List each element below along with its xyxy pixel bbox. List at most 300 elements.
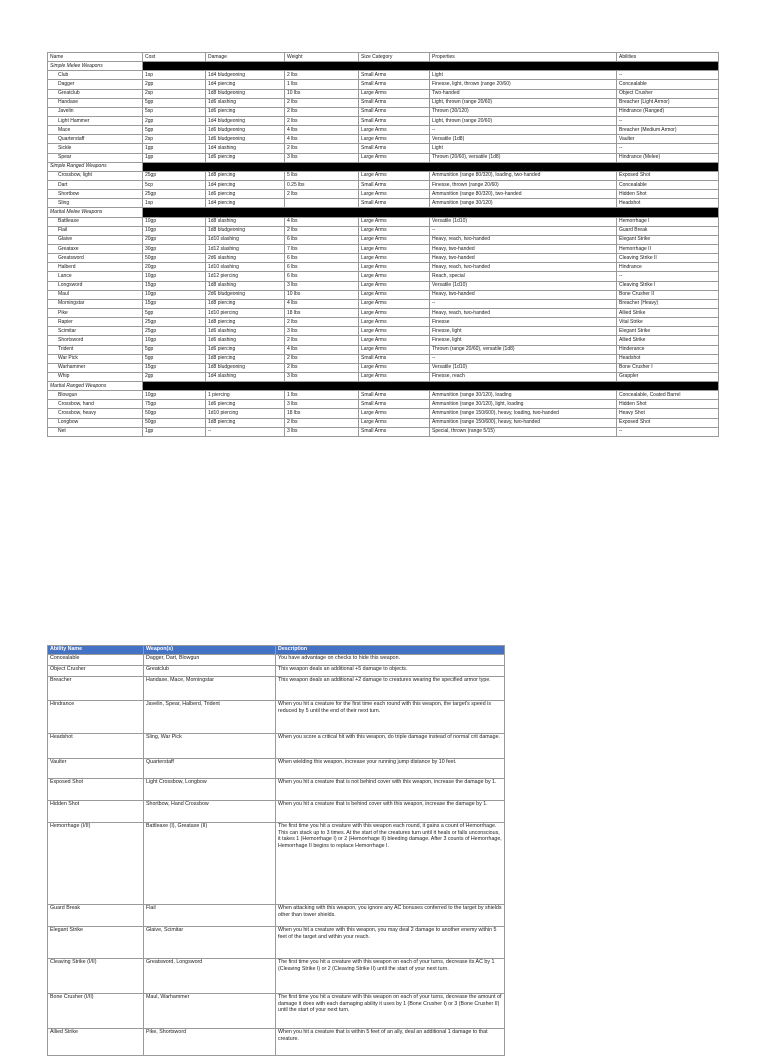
weapon-cell: Small Arms [359,71,430,80]
weapon-cell: 5gp [143,98,206,107]
weapon-cell: 1gp [143,153,206,162]
weapon-group-title: Simple Melee Weapons [48,62,143,71]
weapon-cell: Whip [48,372,143,381]
weapon-cell: 4 lbs [285,135,359,144]
weapon-cell: Small Arms [359,98,430,107]
weapon-cell [285,199,359,208]
weapon-cell: Hindrance (Melee) [617,153,719,162]
weapon-cell: Large Arms [359,126,430,135]
weapon-cell: 3 lbs [285,400,359,409]
ability-cell: When you hit a creature for the first time each round with this weapon, the target's speed is reduced by 5 until the end of their next turn. [276,701,505,734]
weapon-cell: Large Arms [359,190,430,199]
weapon-cell: Large Arms [359,281,430,290]
weapon-cell: Finesse, reach [430,372,617,381]
weapon-cell: -- [617,272,719,281]
weapon-cell: 1d4 piercing [206,199,285,208]
weapon-cell: 10gp [143,391,206,400]
weapon-cell: 1gp [143,144,206,153]
weapon-cell: 3 lbs [285,427,359,436]
ability-row [48,759,505,779]
weapon-row [48,126,719,135]
weapon-cell: 1d6 piercing [206,153,285,162]
ability-row [48,927,505,959]
ability-row [48,734,505,759]
weapon-cell: Light, thrown (range 20/60) [430,116,617,125]
weapon-cell: 18 lbs [285,409,359,418]
weapon-cell: Longsword [48,281,143,290]
weapon-cell: 18 lbs [285,308,359,317]
weapon-cell: Club [48,71,143,80]
weapon-cell: 1d4 bludgeoning [206,71,285,80]
weapon-cell: 1d8 piercing [206,354,285,363]
weapon-row [48,89,719,98]
weapon-cell: 6 lbs [285,254,359,263]
ability-cell: Flail [144,905,276,927]
ability-cell: Maul, Warhammer [144,994,276,1029]
weapon-cell: Hemorrhage I [617,217,719,226]
weapon-cell: 1d10 slashing [206,235,285,244]
weapon-cell: Large Arms [359,327,430,336]
weapon-cell: 2 lbs [285,363,359,372]
weapon-cell: Headshot [617,199,719,208]
weapon-cell: Sickle [48,144,143,153]
abilities-header-cell: Description [276,646,505,655]
weapon-cell: Large Arms [359,244,430,253]
weapon-cell: Large Arms [359,363,430,372]
weapon-cell: Small Arms [359,199,430,208]
weapon-cell: 1d6 bludgeoning [206,135,285,144]
weapon-cell: Flail [48,226,143,235]
weapon-cell: Halberd [48,263,143,272]
weapon-cell: Guard Break [617,226,719,235]
weapon-cell: 75gp [143,400,206,409]
weapon-row [48,235,719,244]
ability-row [48,994,505,1029]
ability-cell: Elegant Strike [48,927,144,959]
ability-row [48,905,505,927]
weapon-cell: Large Arms [359,272,430,281]
weapon-cell: Hemorrhage II [617,244,719,253]
weapon-cell: 2sp [143,135,206,144]
weapon-cell: Ammunition (range 30/120), light, loading [430,400,617,409]
weapon-cell: Small Arms [359,80,430,89]
ability-cell: Concealable [48,655,144,666]
weapon-cell: -- [206,427,285,436]
weapon-cell: 2gp [143,116,206,125]
weapon-cell: Exposed Shot [617,418,719,427]
weapons-header-cell: Name [48,53,143,62]
weapon-cell: Maul [48,290,143,299]
weapon-cell: 4 lbs [285,299,359,308]
weapon-cell: Cleaving Strike II [617,254,719,263]
weapon-row [48,199,719,208]
weapon-row [48,80,719,89]
weapon-row [48,327,719,336]
weapon-row [48,98,719,107]
weapon-cell: Versatile (1d10) [430,217,617,226]
ability-cell: Pike, Shortsword [144,1029,276,1056]
weapon-cell: 25gp [143,171,206,180]
weapon-cell: 10 lbs [285,290,359,299]
weapon-cell: 2 lbs [285,116,359,125]
weapon-cell: 5gp [143,354,206,363]
weapon-cell: Pike [48,308,143,317]
weapon-row [48,400,719,409]
weapon-row [48,180,719,189]
weapon-cell: Hidden Shot [617,400,719,409]
weapon-cell: 1d8 piercing [206,171,285,180]
ability-cell: Breacher [48,677,144,701]
weapon-row [48,372,719,381]
weapon-cell: 2d6 slashing [206,254,285,263]
weapon-cell: 1d8 bludgeoning [206,226,285,235]
weapon-cell: Longbow [48,418,143,427]
weapon-cell: Special, thrown (range 5/15) [430,427,617,436]
weapon-row [48,263,719,272]
weapon-cell: 2 lbs [285,226,359,235]
weapon-cell: 2 lbs [285,71,359,80]
ability-cell: Cleaving Strike (I/II) [48,959,144,994]
weapon-cell: Elegant Strike [617,235,719,244]
weapon-cell: 1d4 slashing [206,372,285,381]
weapon-cell: -- [617,71,719,80]
weapon-cell: Glaive [48,235,143,244]
ability-cell: Greatclub [144,666,276,677]
weapon-row [48,336,719,345]
weapon-cell: Ammunition (range 30/120) [430,199,617,208]
ability-cell: Hemorrhage (I/II) [48,823,144,905]
weapon-cell: Hinderance [617,345,719,354]
weapon-row [48,318,719,327]
weapon-row [48,226,719,235]
weapon-cell: Light, thrown (range 20/60) [430,98,617,107]
weapon-cell: 3 lbs [285,281,359,290]
weapon-cell: Greatclub [48,89,143,98]
ability-row [48,655,505,666]
weapon-cell: Ammunition (range 150/600), heavy, loading, two-handed [430,409,617,418]
weapon-cell: Small Arms [359,391,430,400]
weapon-cell: 5sp [143,107,206,116]
weapon-cell: Small Arms [359,427,430,436]
weapon-cell: Greataxe [48,244,143,253]
weapon-row [48,427,719,436]
weapon-cell: Small Arms [359,116,430,125]
weapon-cell: Dart [48,180,143,189]
ability-cell: Javelin, Spear, Halberd, Trident [144,701,276,734]
weapon-cell: Versatile (1d8) [430,135,617,144]
weapon-group-title: Simple Ranged Weapons [48,162,143,171]
abilities-header-row [48,646,505,655]
ability-cell: The first time you hit a creature with this weapon on each of your turns, decrease the amount of damage it does with each damaging ability it uses by 1 (Bone Crusher I) or 3 (Bone Crusher II) until the start of your next turn. [276,994,505,1029]
weapon-cell: Reach, special [430,272,617,281]
weapon-row [48,190,719,199]
ability-cell: Bone Crusher (I/II) [48,994,144,1029]
weapon-cell: Shortbow [48,190,143,199]
weapon-cell: Scimitar [48,327,143,336]
weapon-cell: Ammunition (range 150/600), heavy, two-handed [430,418,617,427]
ability-row [48,801,505,823]
weapons-header-cell: Abilities [617,53,719,62]
weapon-cell: 1d6 slashing [206,336,285,345]
weapon-cell: Large Arms [359,418,430,427]
weapon-cell: Small Arms [359,144,430,153]
weapon-cell: Battleaxe [48,217,143,226]
ability-cell: This weapon deals an additional +5 damage to objects. [276,666,505,677]
weapon-cell: Vital Strike [617,318,719,327]
weapon-cell: 10gp [143,272,206,281]
weapon-cell: Cleaving Strike I [617,281,719,290]
weapon-cell: Breacher (Light Armor) [617,98,719,107]
weapon-cell: Headshot [617,354,719,363]
weapon-row [48,116,719,125]
abilities-table [47,645,505,1056]
ability-cell: When wielding this weapon, increase your running jump distance by 10 feet. [276,759,505,779]
weapon-cell: Large Arms [359,171,430,180]
weapon-cell: 1d4 bludgeoning [206,116,285,125]
weapon-cell: Large Arms [359,89,430,98]
weapon-cell: Finesse [430,318,617,327]
weapon-cell: 1d10 piercing [206,409,285,418]
weapon-group-row [48,62,719,71]
weapon-cell: 6 lbs [285,263,359,272]
ability-cell: Hidden Shot [48,801,144,823]
ability-cell: When you hit a creature that is behind cover with this weapon, increase the damage by 1. [276,801,505,823]
weapon-cell: 5gp [143,126,206,135]
weapon-cell: Dagger [48,80,143,89]
weapon-cell: Thrown (30/120) [430,107,617,116]
weapon-cell: 3 lbs [285,327,359,336]
weapon-cell: Large Arms [359,235,430,244]
weapon-cell: 20gp [143,235,206,244]
weapon-cell: 5gp [143,308,206,317]
weapons-header-cell: Weight [285,53,359,62]
ability-cell: Exposed Shot [48,779,144,801]
weapon-cell: Large Arms [359,226,430,235]
weapon-cell: Finesse, light, thrown (range 20/60) [430,80,617,89]
weapon-cell: 1gp [143,427,206,436]
weapon-cell: Shortsword [48,336,143,345]
weapon-cell: 10gp [143,290,206,299]
weapon-row [48,281,719,290]
weapon-cell: Heavy, reach, two-handed [430,263,617,272]
weapon-cell: 15gp [143,299,206,308]
weapon-cell: Large Arms [359,372,430,381]
weapon-cell: 3 lbs [285,372,359,381]
weapon-cell: 1sp [143,71,206,80]
ability-cell: When you hit a creature that is within 5 feet of an ally, deal an additional 1 damage to that creature. [276,1029,505,1056]
weapon-cell: 0.25 lbs [285,180,359,189]
weapon-cell: 5cp [143,180,206,189]
ability-cell: When you hit a creature that is not behind cover with this weapon, increase the damage by 1. [276,779,505,801]
weapon-row [48,290,719,299]
weapon-group-divider [143,62,719,71]
weapon-cell: Heavy, two-handed [430,290,617,299]
weapon-cell: 10 lbs [285,89,359,98]
weapon-row [48,217,719,226]
ability-cell: This weapon deals an additional +2 damage to creatures wearing the specified armor type. [276,677,505,701]
weapon-cell: 50gp [143,254,206,263]
weapon-cell: Two-handed [430,89,617,98]
weapon-cell: 30gp [143,244,206,253]
weapon-cell: 1sp [143,199,206,208]
weapon-row [48,244,719,253]
weapon-cell: Light [430,144,617,153]
weapon-cell: Hindrance [617,263,719,272]
weapon-cell: Net [48,427,143,436]
weapon-cell: 1d8 piercing [206,299,285,308]
weapon-cell: Versatile (1d10) [430,363,617,372]
weapon-cell: Lance [48,272,143,281]
weapon-cell: 25gp [143,318,206,327]
weapon-cell: Heavy Shot [617,409,719,418]
weapon-cell: 6 lbs [285,235,359,244]
weapon-cell: 5 lbs [285,171,359,180]
weapon-row [48,299,719,308]
weapon-cell: Large Arms [359,345,430,354]
weapon-cell: Handaxe [48,98,143,107]
weapon-cell: 1d12 piercing [206,272,285,281]
weapon-cell: 1d10 piercing [206,308,285,317]
weapon-cell: Versatile (1d10) [430,281,617,290]
weapons-header-cell: Size Category [359,53,430,62]
weapons-header-row [48,53,719,62]
weapon-cell: Spear [48,153,143,162]
weapon-cell: 2sp [143,89,206,98]
weapon-cell: Greatsword [48,254,143,263]
weapon-cell: Breacher (Heavy) [617,299,719,308]
weapon-cell: -- [617,427,719,436]
weapon-cell: 2 lbs [285,336,359,345]
ability-cell: Dagger, Dart, Blowgun [144,655,276,666]
weapon-cell: Large Arms [359,318,430,327]
weapon-cell: Bone Crusher I [617,363,719,372]
weapon-cell: 20gp [143,263,206,272]
weapon-cell: 1d8 piercing [206,318,285,327]
ability-cell: Hindrance [48,701,144,734]
ability-row [48,779,505,801]
weapon-cell: Crossbow, hand [48,400,143,409]
weapon-cell: 2gp [143,372,206,381]
weapon-group-title: Martial Melee Weapons [48,208,143,217]
weapon-cell: 1d12 slashing [206,244,285,253]
weapon-group-row [48,162,719,171]
weapon-cell: Elegant Strike [617,327,719,336]
ability-cell: Handaxe, Mace, Morningstar [144,677,276,701]
weapon-cell: Concealable [617,180,719,189]
weapon-cell: Allied Strike [617,308,719,317]
ability-cell: Allied Strike [48,1029,144,1056]
weapon-cell: Small Arms [359,107,430,116]
weapon-cell: 1d6 piercing [206,107,285,116]
weapon-cell: 50gp [143,418,206,427]
weapons-table [47,52,719,437]
weapon-row [48,345,719,354]
weapon-cell: Vaulter [617,135,719,144]
weapon-cell: -- [430,299,617,308]
ability-row [48,959,505,994]
weapon-cell: Bone Crusher II [617,290,719,299]
weapon-row [48,363,719,372]
weapon-row [48,144,719,153]
weapon-cell: Small Arms [359,354,430,363]
weapon-cell: 1d8 slashing [206,281,285,290]
ability-row [48,1029,505,1056]
weapon-cell: Breacher (Medium Armor) [617,126,719,135]
ability-cell: Sling, War Pick [144,734,276,759]
weapon-cell: Light Hammer [48,116,143,125]
weapon-cell: 1 lbs [285,391,359,400]
weapon-cell: Heavy, reach, two-handed [430,308,617,317]
weapon-row [48,409,719,418]
weapon-row [48,272,719,281]
weapon-cell: Large Arms [359,299,430,308]
weapon-cell: 10gp [143,336,206,345]
ability-cell: Guard Break [48,905,144,927]
weapon-cell: Mace [48,126,143,135]
weapon-cell: 2gp [143,80,206,89]
ability-row [48,823,505,905]
weapon-cell: Concealable [617,80,719,89]
weapon-cell: 6 lbs [285,272,359,281]
weapon-cell: -- [430,126,617,135]
weapon-group-row [48,382,719,391]
weapon-row [48,135,719,144]
weapon-cell: Large Arms [359,135,430,144]
weapon-cell: 7 lbs [285,244,359,253]
weapon-cell: 5gp [143,345,206,354]
weapon-cell: Thrown (20/60), versatile (1d8) [430,153,617,162]
weapon-group-title: Martial Ranged Weapons [48,382,143,391]
weapon-cell: Large Arms [359,308,430,317]
ability-cell: Headshot [48,734,144,759]
weapon-cell: -- [617,116,719,125]
weapon-cell: Small Arms [359,400,430,409]
weapon-cell: Quarterstaff [48,135,143,144]
weapon-cell: 1d8 bludgeoning [206,89,285,98]
weapon-cell: Large Arms [359,254,430,263]
weapon-cell: 25gp [143,327,206,336]
weapon-cell: Large Arms [359,263,430,272]
weapon-cell: Hidden Shot [617,190,719,199]
ability-cell: The first time you hit a creature with this weapon on each of your turns, decrease its AC by 1 (Cleaving Strike I) or 2 (Cleaving Strike II) until the start of your next turn. [276,959,505,994]
weapon-cell: 1d4 piercing [206,180,285,189]
weapon-cell: Crossbow, heavy [48,409,143,418]
weapon-cell: 1d6 bludgeoning [206,126,285,135]
weapon-cell: Thrown (range 20/60), versatile (1d8) [430,345,617,354]
weapon-cell: 1d6 piercing [206,400,285,409]
weapon-cell: 1d10 slashing [206,263,285,272]
weapon-cell: Large Arms [359,290,430,299]
weapon-row [48,107,719,116]
weapon-cell: 2 lbs [285,318,359,327]
weapon-cell: 1d6 piercing [206,345,285,354]
weapon-cell: 15gp [143,363,206,372]
abilities-header-cell: Ability Name [48,646,144,655]
weapon-cell: 2 lbs [285,144,359,153]
weapon-cell: Heavy, reach, two-handed [430,235,617,244]
weapon-cell: Exposed Shot [617,171,719,180]
weapon-cell: Warhammer [48,363,143,372]
ability-cell: Vaulter [48,759,144,779]
weapon-cell: 1d4 piercing [206,80,285,89]
weapon-cell: 3 lbs [285,153,359,162]
weapon-cell: 1 piercing [206,391,285,400]
weapon-cell: 1d6 slashing [206,327,285,336]
ability-cell: The first time you hit a creature with this weapon each round, it gains a count of Hemorrhage. This can stack up to 3 times. At the start of the creatures turn until it heals or falls unconscious, it takes 1 (Hemorrhage I) or 2 (Hemorrhage II) bleeding damage. After 3 counts of Hemorrhage, Hemorrhage II begins to replace Hemorrhage I. [276,823,505,905]
weapon-cell: 1d6 piercing [206,190,285,199]
ability-row [48,666,505,677]
weapon-cell: 1d8 slashing [206,217,285,226]
